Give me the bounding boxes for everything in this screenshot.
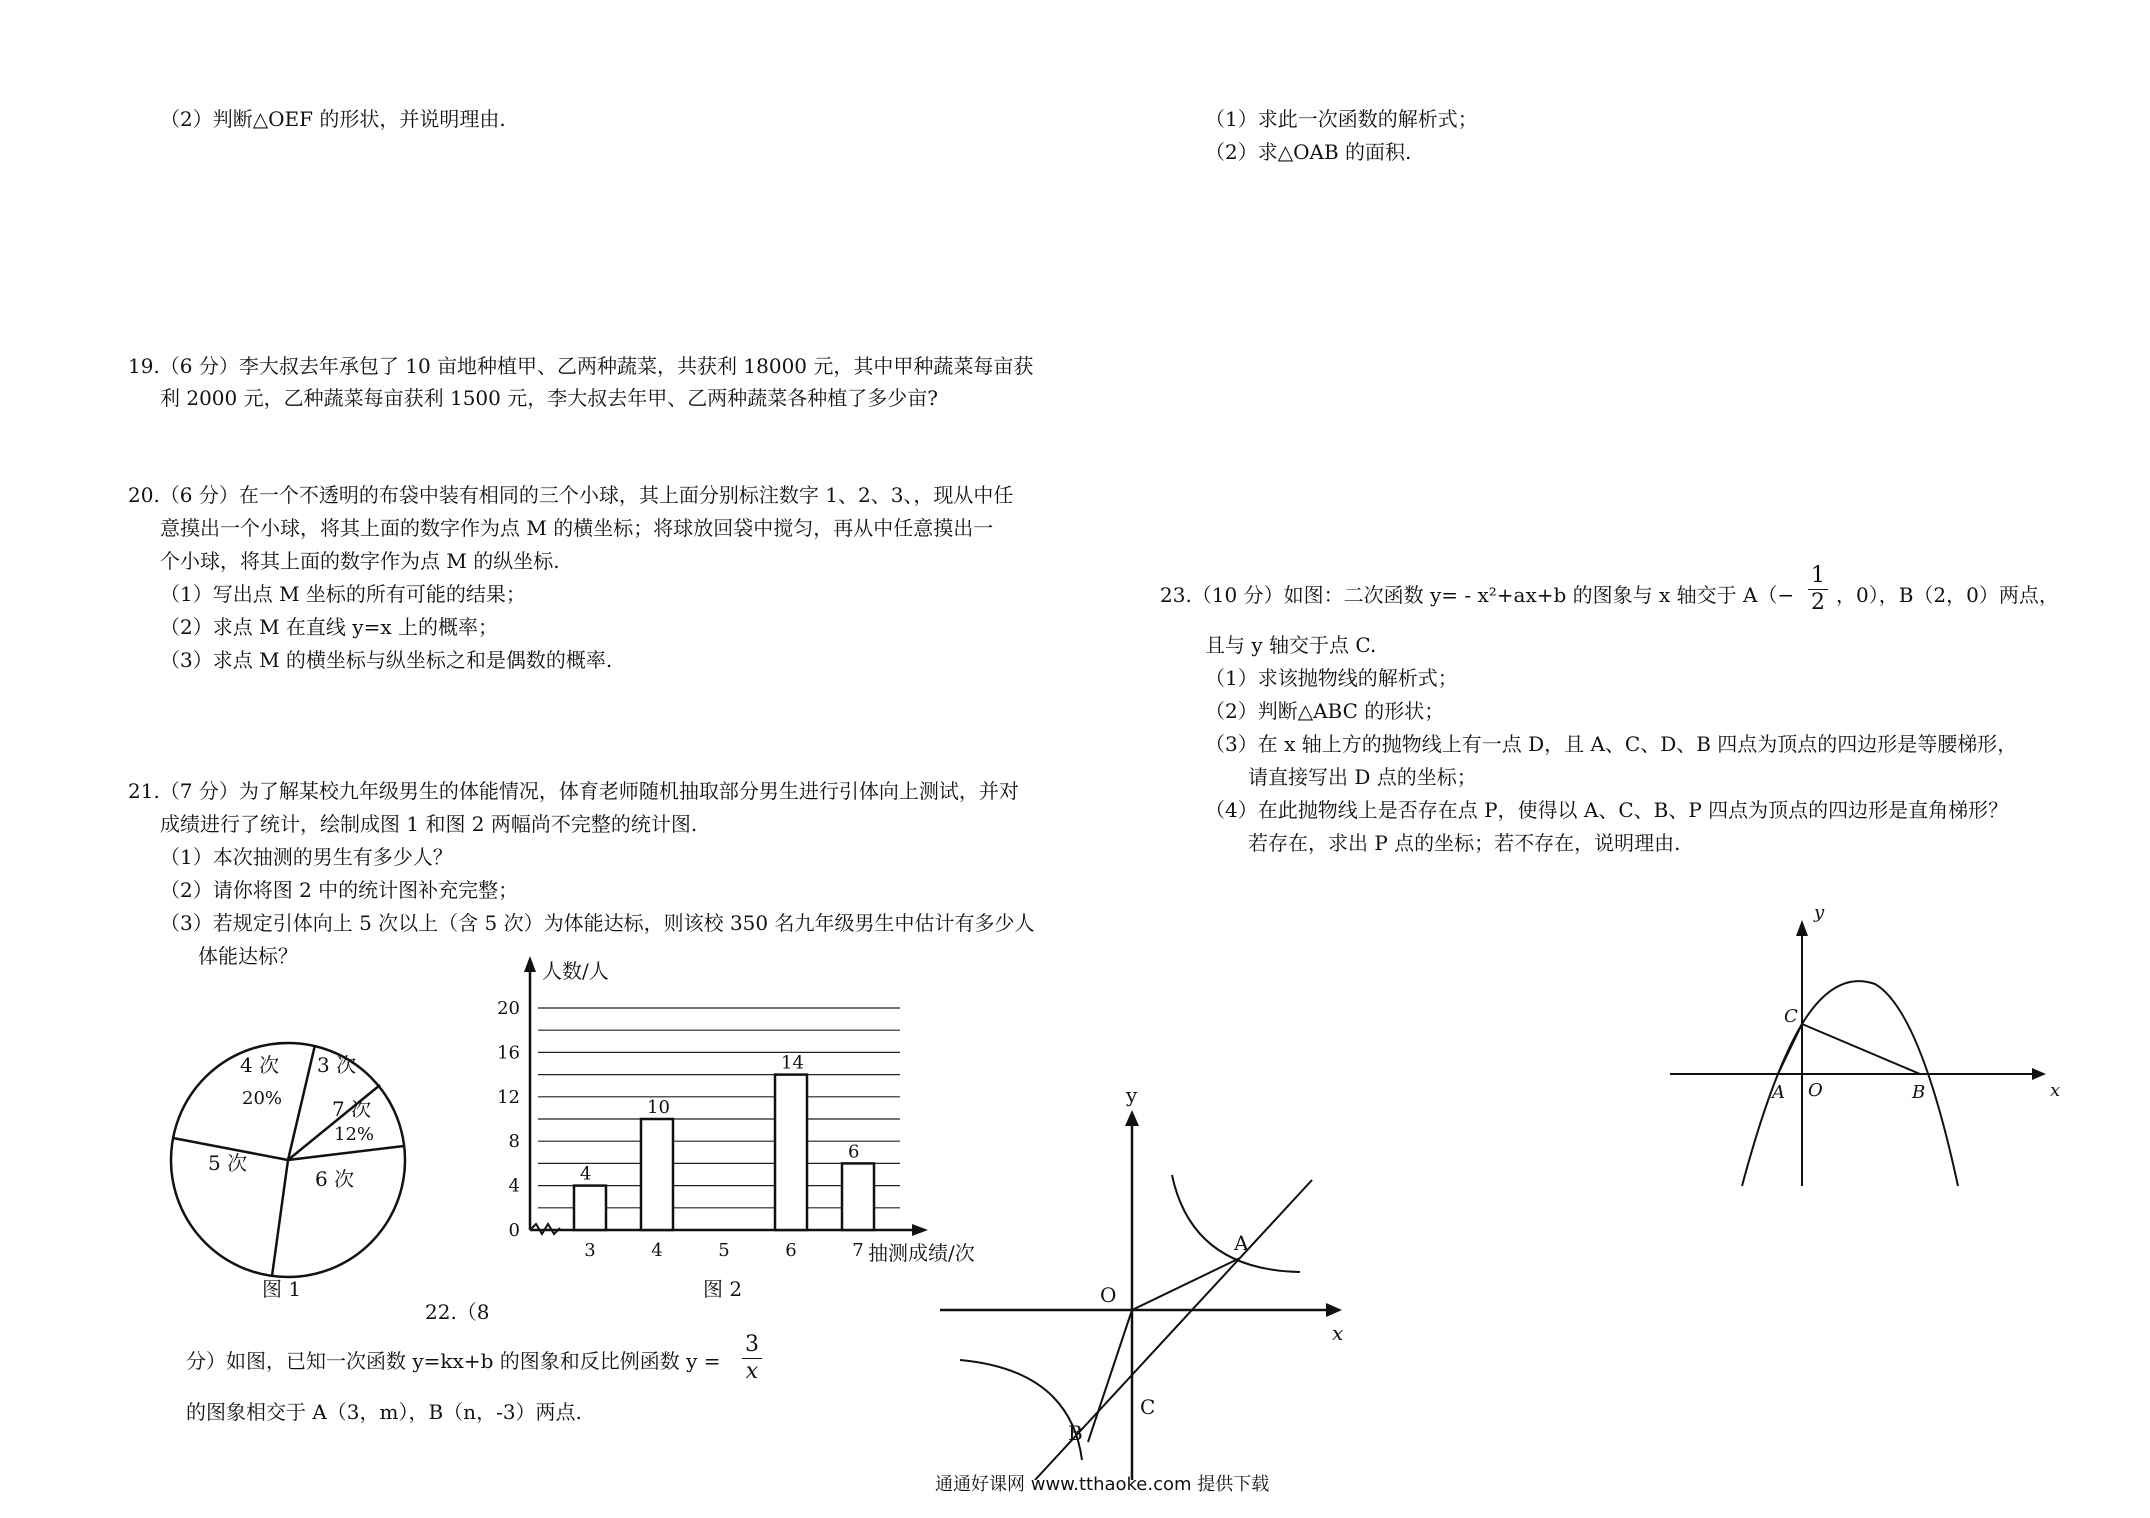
- pie-label-6: 6 次: [315, 1167, 355, 1191]
- segment-ac: [1778, 1024, 1802, 1074]
- graph22-x-label: x: [1332, 1321, 1344, 1345]
- pie-label-5: 5 次: [208, 1151, 248, 1175]
- x-tick-label: 4: [651, 1240, 663, 1261]
- bar-value-label: 4: [580, 1163, 592, 1185]
- q22-frac-num: 3: [745, 1332, 759, 1357]
- q20-part1: （1）写出点 M 坐标的所有可能的结果；: [160, 582, 526, 606]
- y-axis-arrow: [524, 956, 536, 972]
- q21-part3: （3）若规定引体向上 5 次以上（含 5 次）为体能达标，则该校 350 名九年级男生中估计有多少人: [160, 911, 1035, 935]
- x-tick-label: 6: [785, 1240, 797, 1261]
- x-axis-arrow: [1326, 1303, 1342, 1317]
- graph22-o-label: O: [1100, 1283, 1117, 1307]
- q21-part3-cont: 体能达标？: [198, 944, 298, 968]
- segment-ob: [1088, 1310, 1132, 1442]
- x-axis-label: 抽测成绩/次: [868, 1241, 975, 1265]
- pie-label-4-pct: 20%: [242, 1088, 283, 1109]
- q23-part2: （2）判断△ABC 的形状；: [1205, 699, 1445, 723]
- q23-graph: [1660, 900, 2080, 1200]
- q19-line2: 利 2000 元，乙种蔬菜每亩获利 1500 元，李大叔去年甲、乙两种蔬菜各种植了多少亩?: [160, 386, 938, 410]
- graph22-b-label: B: [1068, 1421, 1083, 1445]
- bar-4: [641, 1119, 673, 1230]
- graph23-c-label: C: [1784, 1006, 1798, 1027]
- pie-divider: [288, 1146, 404, 1160]
- y-tick-label: 20: [497, 998, 520, 1019]
- x-tick-label: 5: [718, 1240, 730, 1261]
- bar-6: [775, 1075, 807, 1230]
- graph23-b-label: B: [1912, 1082, 1926, 1103]
- q20-line2: 意摸出一个小球，将其上面的数字作为点 M 的横坐标；将球放回袋中搅匀，再从中任意摸出一: [160, 516, 994, 540]
- q20-line1: 20.（6 分）在一个不透明的布袋中装有相同的三个小球，其上面分别标注数字 1、2、3、，现从中任: [128, 483, 1014, 507]
- q22-part2: （2）求△OAB 的面积.: [1205, 140, 1412, 164]
- q23-line1b: ，0），B（2，0）两点，: [1836, 583, 2059, 607]
- bar-chart-fig2: [480, 950, 1020, 1280]
- q23-frac-num: 1: [1811, 563, 1825, 588]
- graph23-y-label: y: [1814, 902, 1825, 923]
- graph23-o-label: O: [1808, 1080, 1823, 1101]
- q22-frac-den: x: [745, 1359, 759, 1384]
- bar-7: [842, 1163, 874, 1230]
- q23-line1a: 23.（10 分）如图：二次函数 y= - x²+ax+b 的图象与 x 轴交于 A（−: [1160, 583, 1795, 607]
- footer-credit: 通通好课网 www.tthaoke.com 提供下载: [935, 1474, 1270, 1495]
- q22-line1: 分）如图，已知一次函数 y=kx+b 的图象和反比例函数 y =: [186, 1349, 721, 1373]
- graph22-c-label: C: [1140, 1395, 1156, 1419]
- x-tick-label: 3: [584, 1240, 596, 1261]
- x-axis-arrow: [2032, 1068, 2046, 1080]
- q20-part3: （3）求点 M 的横坐标与纵坐标之和是偶数的概率.: [160, 648, 613, 672]
- bar-value-label: 10: [647, 1097, 670, 1118]
- pie-chart-fig1: [160, 1010, 420, 1310]
- graph23-a-label: A: [1772, 1082, 1785, 1103]
- q23-line2: 且与 y 轴交于点 C.: [1205, 633, 1377, 657]
- y-tick-label: 0: [508, 1220, 520, 1241]
- y-axis-label: 人数/人: [542, 959, 609, 983]
- q23-part4-cont: 若存在，求出 P 点的坐标；若不存在，说明理由.: [1248, 831, 1681, 855]
- q23-frac-den: 2: [1811, 590, 1825, 615]
- y-axis-arrow: [1125, 1110, 1139, 1126]
- y-tick-label: 4: [508, 1175, 520, 1197]
- q23-part4: （4）在此抛物线上是否存在点 P，使得以 A、C、B、P 四点为顶点的四边形是直角梯形？: [1205, 798, 2009, 822]
- bar-value-label: 6: [848, 1141, 860, 1163]
- q19-line1: 19.（6 分）李大叔去年承包了 10 亩地种植甲、乙两种蔬菜，共获利 18000 元，其中甲种蔬菜每亩获: [128, 354, 1034, 378]
- q23-fraction: [1808, 563, 1828, 616]
- fig1-caption: 图 1: [262, 1277, 302, 1301]
- q23-part3-cont: 请直接写出 D 点的坐标；: [1248, 765, 1477, 789]
- q20-part2: （2）求点 M 在直线 y=x 上的概率；: [160, 615, 498, 639]
- bar-3: [574, 1186, 606, 1230]
- q21-line1: 21.（7 分）为了解某校九年级男生的体能情况，体育老师随机抽取部分男生进行引体向上测试，并对: [128, 779, 1019, 803]
- y-tick-label: 12: [497, 1086, 520, 1108]
- q22-part1: （1）求此一次函数的解析式；: [1205, 107, 1478, 131]
- q22-head: 22.（8: [425, 1300, 490, 1324]
- x-axis-arrow: [912, 1224, 928, 1236]
- segment-cb: [1802, 1024, 1920, 1074]
- q18-part2: （2）判断△OEF 的形状，并说明理由.: [160, 107, 506, 131]
- graph22-y-label: y: [1126, 1083, 1138, 1107]
- q20-line3: 个小球，将其上面的数字作为点 M 的纵坐标.: [160, 549, 560, 573]
- graph23-x-label: x: [2050, 1080, 2061, 1101]
- pie-divider: [272, 1160, 288, 1276]
- y-tick-label: 8: [508, 1131, 520, 1153]
- segment-oa: [1132, 1258, 1240, 1310]
- pie-label-7-pct: 12%: [334, 1124, 375, 1145]
- q21-line2: 成绩进行了统计，绘制成图 1 和图 2 两幅尚不完整的统计图.: [160, 812, 698, 836]
- fig2-caption: 图 2: [703, 1277, 743, 1301]
- x-tick-label: 7: [852, 1240, 864, 1261]
- q21-part1: （1）本次抽测的男生有多少人？: [160, 845, 453, 869]
- pie-label-3: 3 次: [317, 1053, 357, 1077]
- pie-label-4: 4 次: [240, 1053, 280, 1077]
- q22-graph: [940, 1080, 1370, 1480]
- pie-label-7: 7 次: [332, 1097, 372, 1121]
- hyperbola-branch-q3: [960, 1360, 1082, 1460]
- q23-part1: （1）求该抛物线的解析式；: [1205, 666, 1458, 690]
- q21-part2: （2）请你将图 2 中的统计图补充完整；: [160, 878, 519, 902]
- y-tick-label: 16: [497, 1042, 520, 1064]
- graph22-a-label: A: [1234, 1231, 1249, 1255]
- q22-fraction: [742, 1332, 762, 1385]
- hyperbola-branch-q1: [1172, 1175, 1300, 1272]
- q23-part3: （3）在 x 轴上方的抛物线上有一点 D，且 A、C、D、B 四点为顶点的四边形是等腰梯形，: [1205, 732, 2018, 756]
- y-axis-arrow: [1796, 920, 1808, 936]
- q22-line2: 的图象相交于 A（3，m），B（n，-3）两点.: [186, 1400, 582, 1424]
- bar-value-label: 14: [781, 1052, 804, 1074]
